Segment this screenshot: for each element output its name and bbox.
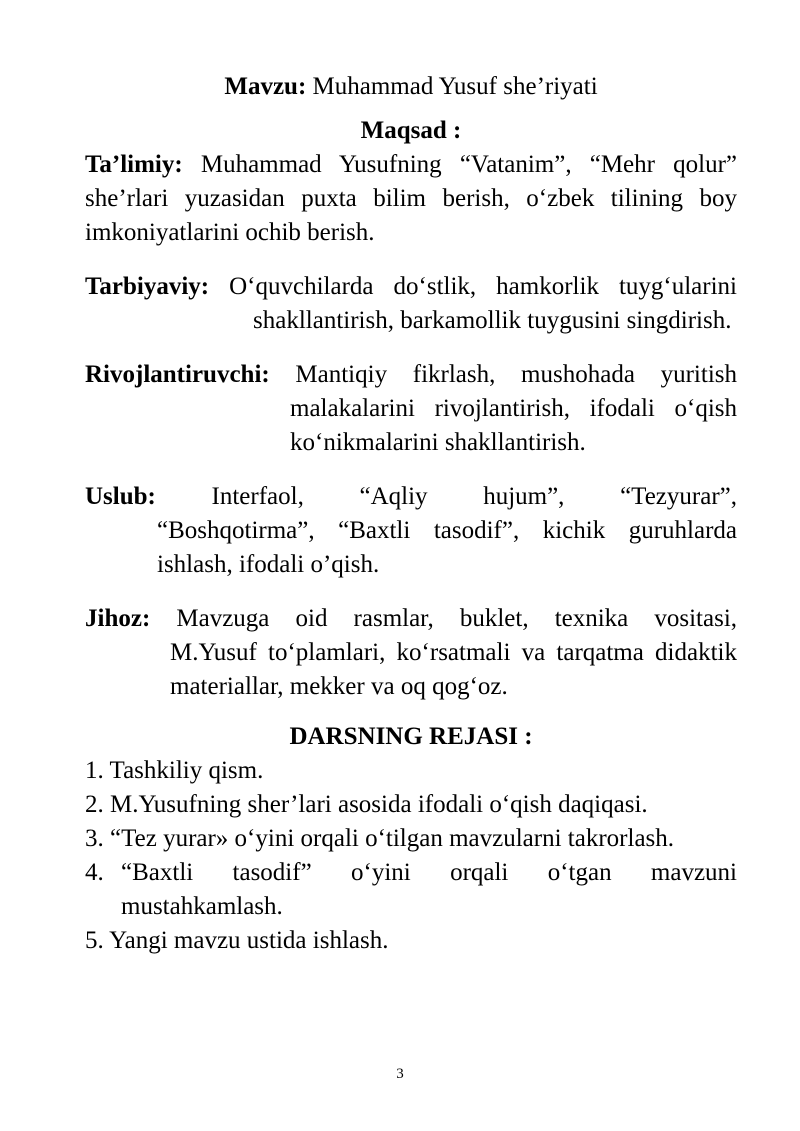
lesson-topic [85,70,737,104]
goal-tarbiyaviy [85,270,737,338]
document-page [85,70,737,958]
plan-item-5: 5. Yangi mavzu ustida ishlash. [85,927,389,954]
goal-heading: Maqsad : [360,117,462,144]
goal-rivojlantiruvchi [85,358,737,460]
equipment-section [85,602,737,704]
topic-text: Muhammad Yusuf she’riyati [312,73,598,100]
jihoz-line1: Mavzuga oid rasmlar, buklet, texnika vositasi, [176,605,738,632]
uslub-label: Uslub: [85,483,156,510]
plan-item-3: 3. “Tez yurar» oʻyini orqali oʻtilgan mavzularni takrorlash. [85,825,675,852]
page-number: 3 [396,1066,404,1082]
tarbiyaviy-label: Tarbiyaviy: [85,273,210,300]
rivojlantiruvchi-label: Rivojlantiruvchi: [85,361,270,388]
plan-item-1: 1. Tashkiliy qism. [85,757,264,784]
plan-list [85,754,737,958]
plan-item-2: 2. M.Yusufning sher’lari asosida ifodali oʻqish daqiqasi. [85,791,648,818]
plan-item-4 [85,856,737,924]
plan-item-4-number: 4. [85,859,104,886]
method-section [85,480,737,582]
rivojlantiruvchi-line1: Mantiqiy fikrlash, mushohada yuritish [295,361,737,388]
talimiy-text: Muhammad Yusufning “Vatanim”, “Mehr qolur” she’rlari yuzasidan puxta bilim berish, oʻzbek tilining boy imkoniyatlarini ochib berish. [85,151,737,246]
goal-talimiy [85,148,737,250]
uslub-line1: Interfaol, “Aqliy hujum”, “Tezyurar”, [211,483,737,510]
topic-label: Mavzu: [224,73,307,100]
plan-title: DARSNING REJASI : [289,723,533,750]
uslub-rest: “Boshqotirma”, “Baxtli tasodif”, kichik guruhlarda ishlash, ifodali o’qish. [157,517,737,578]
tarbiyaviy-line1: Oʻquvchilarda doʻstlik, hamkorlik tuygʻularini [229,273,737,300]
tarbiyaviy-rest: shakllantirish, barkamollik tuygusini singdirish. [253,307,732,334]
plan-item-4-text: “Baxtli tasodif” oʻyini orqali oʻtgan mavzuni mustahkamlash. [121,859,737,920]
jihoz-rest: M.Yusuf toʻplamlari, koʻrsatmali va tarqatma didaktik materiallar, mekker va oq qogʻoz. [170,639,737,700]
jihoz-label: Jihoz: [85,605,151,632]
talimiy-label: Ta’limiy: [85,151,183,178]
rivojlantiruvchi-rest: malakalarini rivojlantirish, ifodali oʻqish koʻnikmalarini shakllantirish. [290,395,737,456]
